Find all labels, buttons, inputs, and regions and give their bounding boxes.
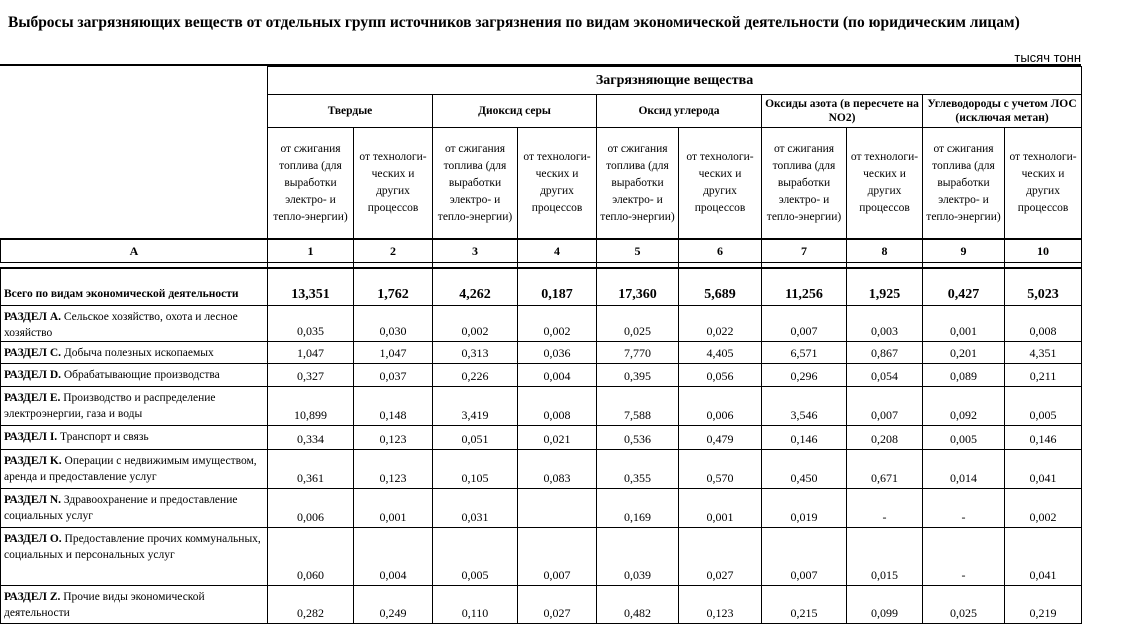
emissions-table [0,66,1082,624]
value-cell: 5,023 [1005,268,1082,306]
section-name: Предоставление прочих коммунальных, социальных и персональных услуг [4,533,261,561]
subheader-combustion: от сжигания топлива (для выработки электро- и тепло-энергии) [433,128,518,240]
value-cell: 0,030 [354,306,433,342]
row-label [1,387,268,426]
value-cell: 0,037 [354,364,433,387]
value-cell: 0,148 [354,387,433,426]
section-code: РАЗДЕЛ А. [4,311,61,323]
value-cell: 0,215 [762,586,847,624]
section-code: РАЗДЕЛ E. [4,392,61,404]
section-name: Производство и распределение электроэнергии, газа и воды [4,392,216,420]
value-cell: 1,047 [268,342,354,364]
row-label [1,426,268,450]
value-cell: 0,427 [923,268,1005,306]
value-cell: 0,249 [354,586,433,624]
value-cell: 0,001 [923,306,1005,342]
table-row [1,426,1082,450]
value-cell: 3,546 [762,387,847,426]
value-cell: 0,036 [518,342,597,364]
value-cell: 10,899 [268,387,354,426]
value-cell: 0,001 [679,489,762,528]
value-cell: 0,123 [354,426,433,450]
section-code: РАЗДЕЛ O. [4,533,62,545]
value-cell: 0,355 [597,450,679,489]
value-cell: 6,571 [762,342,847,364]
value-cell: 4,405 [679,342,762,364]
corner-cell [1,67,268,240]
value-cell: 0,146 [762,426,847,450]
section-code: РАЗДЕЛ Z. [4,591,61,603]
row-label [1,306,268,342]
subheader-combustion: от сжигания топлива (для выработки электро- и тепло-энергии) [762,128,847,240]
subheader-process: от технологи-ческих и других процессов [354,128,433,240]
section-code: РАЗДЕЛ С. [4,347,61,359]
pollutant-header-so2: Диоксид серы [433,95,597,128]
value-cell: 0,211 [1005,364,1082,387]
value-cell: 0,334 [268,426,354,450]
value-cell: 0,021 [518,426,597,450]
value-cell: 0,060 [268,528,354,586]
value-cell: - [923,528,1005,586]
value-cell: 1,925 [847,268,923,306]
value-cell: 0,110 [433,586,518,624]
column-number: 2 [354,239,433,263]
value-cell: 0,123 [354,450,433,489]
table-row [1,306,1082,342]
value-cell: 0,208 [847,426,923,450]
group-header: Загрязняющие вещества [268,67,1082,95]
value-cell: 0,005 [923,426,1005,450]
value-cell: 17,360 [597,268,679,306]
column-number-a: А [1,239,268,263]
total-row [1,268,1082,306]
subheader-process: от технологи-ческих и других процессов [518,128,597,240]
column-number: 3 [433,239,518,263]
column-number: 9 [923,239,1005,263]
column-number: 5 [597,239,679,263]
value-cell: 0,035 [268,306,354,342]
value-cell: 0,007 [518,528,597,586]
value-cell: 0,671 [847,450,923,489]
section-code: РАЗДЕЛ N. [4,494,61,506]
section-name: Прочие виды экономической деятельности [4,591,205,619]
value-cell: 0,201 [923,342,1005,364]
value-cell: 11,256 [762,268,847,306]
section-code: РАЗДЕЛ K. [4,455,62,467]
value-cell: 0,296 [762,364,847,387]
subheader-combustion: от сжигания топлива (для выработки электро- и тепло-энергии) [923,128,1005,240]
section-name: Транспорт и связь [57,431,149,443]
value-cell: 0,054 [847,364,923,387]
subheader-combustion: от сжигания топлива (для выработки электро- и тепло-энергии) [268,128,354,240]
value-cell: 13,351 [268,268,354,306]
subheader-process: от технологи-ческих и других процессов [679,128,762,240]
value-cell: 0,099 [847,586,923,624]
section-name: Обрабатывающие производства [61,369,220,381]
value-cell: 0,041 [1005,528,1082,586]
value-cell: 0,002 [1005,489,1082,528]
value-cell: 0,226 [433,364,518,387]
value-cell: 0,019 [762,489,847,528]
value-cell: 0,187 [518,268,597,306]
row-label [1,364,268,387]
section-name: Добыча полезных ископаемых [61,347,214,359]
value-cell: 0,027 [679,528,762,586]
value-cell: 0,005 [433,528,518,586]
value-cell: 0,007 [847,387,923,426]
value-cell: 4,351 [1005,342,1082,364]
pollutant-header-nox: Оксиды азота (в пересчете на NO2) [762,95,923,128]
row-label [1,342,268,364]
value-cell: 0,008 [1005,306,1082,342]
row-label [1,268,268,306]
value-cell [518,489,597,528]
value-cell: 0,007 [762,306,847,342]
value-cell: 0,146 [1005,426,1082,450]
section-name: Всего по видам экономической деятельности [4,288,239,300]
value-cell: - [847,489,923,528]
value-cell: 5,689 [679,268,762,306]
table-row [1,450,1082,489]
value-cell: 0,039 [597,528,679,586]
value-cell: 0,395 [597,364,679,387]
value-cell: 0,005 [1005,387,1082,426]
value-cell: 0,051 [433,426,518,450]
value-cell: 1,047 [354,342,433,364]
value-cell: 7,770 [597,342,679,364]
section-name: Операции с недвижимым имуществом, аренда и предоставление услуг [4,455,257,483]
subheader-process: от технологи-ческих и других процессов [847,128,923,240]
value-cell: 0,450 [762,450,847,489]
pollutant-header-co: Оксид углерода [597,95,762,128]
row-label [1,586,268,624]
value-cell: 0,089 [923,364,1005,387]
value-cell: 3,419 [433,387,518,426]
value-cell: 0,001 [354,489,433,528]
value-cell: - [923,489,1005,528]
value-cell: 0,056 [679,364,762,387]
value-cell: 0,007 [762,528,847,586]
value-cell: 0,003 [847,306,923,342]
value-cell: 0,169 [597,489,679,528]
column-number: 7 [762,239,847,263]
table-row [1,528,1082,586]
value-cell: 0,479 [679,426,762,450]
value-cell: 0,027 [518,586,597,624]
value-cell: 0,015 [847,528,923,586]
table-row [1,342,1082,364]
value-cell: 0,092 [923,387,1005,426]
section-code: РАЗДЕЛ I. [4,431,58,443]
value-cell: 0,123 [679,586,762,624]
value-cell: 0,570 [679,450,762,489]
value-cell: 0,022 [679,306,762,342]
column-number: 1 [268,239,354,263]
value-cell: 0,482 [597,586,679,624]
table-row [1,489,1082,528]
value-cell: 0,002 [518,306,597,342]
subheader-process: от технологи-ческих и других процессов [1005,128,1082,240]
value-cell: 0,004 [518,364,597,387]
value-cell: 0,008 [518,387,597,426]
value-cell: 0,105 [433,450,518,489]
section-code: РАЗДЕЛ D. [4,369,61,381]
value-cell: 0,031 [433,489,518,528]
row-label [1,489,268,528]
row-label [1,528,268,586]
column-number: 10 [1005,239,1082,263]
value-cell: 0,219 [1005,586,1082,624]
column-number: 4 [518,239,597,263]
value-cell: 0,282 [268,586,354,624]
pollutant-header-hydrocarbons: Углеводороды с учетом ЛОС (исключая метан) [923,95,1082,128]
value-cell: 0,083 [518,450,597,489]
value-cell: 0,867 [847,342,923,364]
value-cell: 0,327 [268,364,354,387]
units-label: тысяч тонн [1014,50,1081,65]
section-name: Сельское хозяйство, охота и лесное хозяйство [4,311,238,339]
value-cell: 4,262 [433,268,518,306]
row-label [1,450,268,489]
value-cell: 0,006 [268,489,354,528]
value-cell: 0,041 [1005,450,1082,489]
table-row [1,586,1082,624]
value-cell: 0,025 [923,586,1005,624]
value-cell: 0,006 [679,387,762,426]
value-cell: 0,004 [354,528,433,586]
value-cell: 1,762 [354,268,433,306]
page-title: Выбросы загрязняющих веществ от отдельных групп источников загрязнения по видам экономической деятельности (по юридическим лицам) [8,14,1020,31]
subheader-combustion: от сжигания топлива (для выработки электро- и тепло-энергии) [597,128,679,240]
column-number: 8 [847,239,923,263]
value-cell: 0,025 [597,306,679,342]
value-cell: 7,588 [597,387,679,426]
table-row [1,387,1082,426]
pollutant-header-solid: Твердые [268,95,433,128]
value-cell: 0,313 [433,342,518,364]
table-row [1,364,1082,387]
value-cell: 0,014 [923,450,1005,489]
value-cell: 0,361 [268,450,354,489]
column-number: 6 [679,239,762,263]
value-cell: 0,002 [433,306,518,342]
value-cell: 0,536 [597,426,679,450]
section-name: Здравоохранение и предоставление социальных услуг [4,494,238,522]
